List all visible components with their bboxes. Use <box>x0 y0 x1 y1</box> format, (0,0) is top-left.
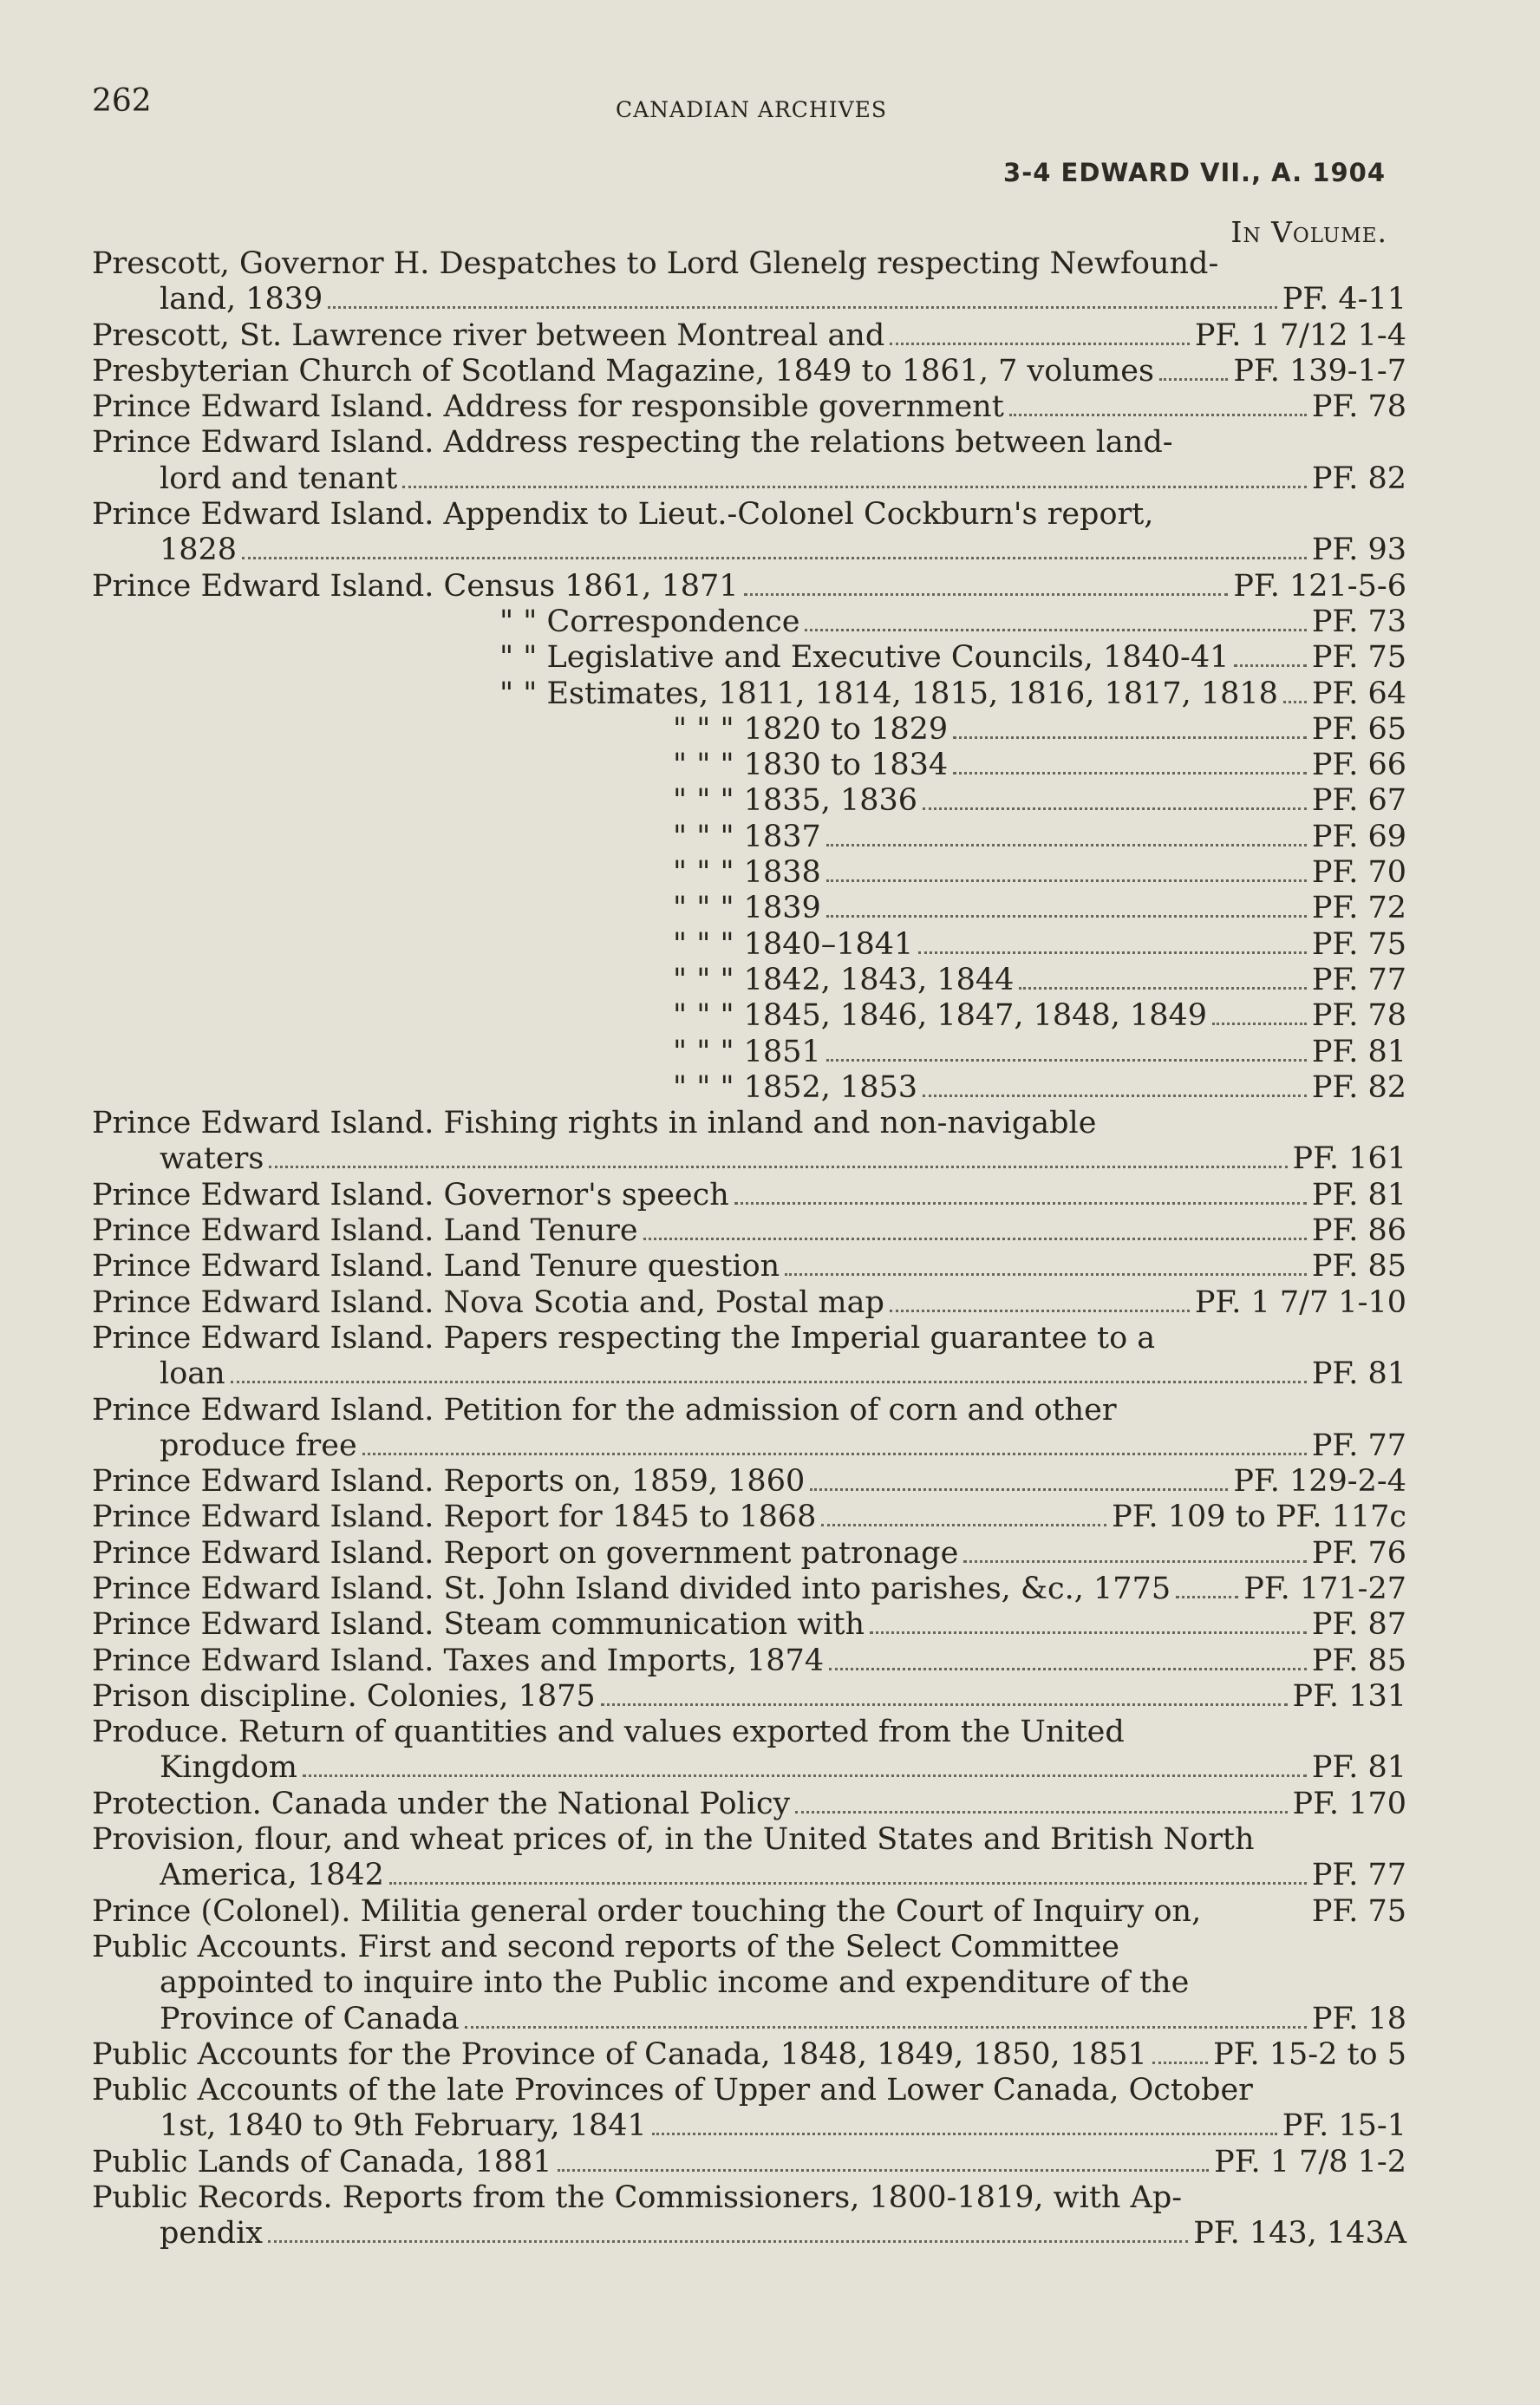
leader-dots <box>268 2240 1188 2243</box>
index-entry <box>92 1715 1406 1787</box>
entry-line <box>92 1178 1406 1213</box>
entry-text: Public Accounts for the Province of Canada, 1848, 1849, 1850, 1851 <box>92 2036 1147 2072</box>
entry-line <box>92 891 1406 926</box>
volume-reference: PF. 15-2 to 5 <box>1213 2036 1406 2072</box>
leader-dots <box>826 844 1307 846</box>
volume-reference: PF. 77 <box>1311 1428 1406 1463</box>
index-entry <box>92 1321 1406 1393</box>
index-entry <box>92 1536 1406 1572</box>
entry-text: " " " 1845, 1846, 1847, 1848, 1849 <box>673 998 1208 1034</box>
leader-dots <box>1009 414 1307 416</box>
entry-line <box>92 1321 1406 1356</box>
entry-text: Prince Edward Island. Taxes and Imports, 1874 <box>92 1643 825 1678</box>
entry-text: waters <box>160 1141 264 1177</box>
entry-line <box>92 354 1406 389</box>
entry-text: Prince Edward Island. Census 1861, 1871 <box>92 568 739 604</box>
index-entry <box>92 2145 1406 2180</box>
entry-line <box>92 1393 1406 1428</box>
leader-dots <box>805 629 1306 631</box>
index-entry <box>92 1178 1406 1213</box>
leader-dots <box>734 1202 1307 1205</box>
entry-text: Prince Edward Island. Steam communication with <box>92 1607 865 1643</box>
volume-reference: PF. 70 <box>1311 855 1406 891</box>
entry-text: " " " 1852, 1853 <box>673 1069 918 1105</box>
column-heading: In Volume. <box>1230 215 1387 249</box>
leader-dots <box>795 1811 1287 1814</box>
index-entry <box>92 748 1406 783</box>
entry-text: Prescott, St. Lawrence river between Montreal and <box>92 317 885 353</box>
volume-reference: PF. 93 <box>1311 533 1406 568</box>
volume-reference: PF. 85 <box>1311 1249 1406 1284</box>
entry-line <box>92 783 1406 819</box>
page-number: 262 <box>92 83 152 119</box>
entry-line <box>92 1213 1406 1249</box>
volume-reference: PF. 1 7/8 1-2 <box>1214 2144 1406 2180</box>
volume-reference: PF. 75 <box>1311 926 1406 962</box>
entry-text: Prince Edward Island. Land Tenure <box>92 1213 638 1249</box>
entry-text: Prince Edward Island. St. John Island divided into parishes, &c., 1775 <box>92 1571 1171 1606</box>
leader-dots <box>890 343 1190 345</box>
entry-line <box>92 2216 1406 2251</box>
entry-line <box>92 1070 1406 1106</box>
index-entry <box>92 354 1406 389</box>
volume-reference: PF. 170 <box>1292 1786 1406 1821</box>
entry-line <box>92 1607 1406 1643</box>
index-entry <box>92 1822 1406 1894</box>
entry-text: " " Correspondence <box>499 604 800 639</box>
entry-text: Prince (Colonel). Militia general order touching the Court of Inquiry on, <box>92 1893 1202 1929</box>
leader-dots <box>652 2133 1277 2135</box>
index-entry <box>92 1106 1406 1178</box>
running-head: CANADIAN ARCHIVES <box>616 97 888 122</box>
volume-reference: PF. 75 <box>1311 640 1406 676</box>
entry-text: " " " 1835, 1836 <box>673 783 918 819</box>
entry-line <box>92 963 1406 998</box>
index-entry <box>92 497 1406 569</box>
leader-dots <box>890 1310 1190 1312</box>
index-entry <box>92 1572 1406 1607</box>
leader-dots <box>963 1560 1307 1563</box>
entry-text: Prince Edward Island. Papers respecting the Imperial guarantee to a <box>92 1320 1156 1356</box>
index-entry <box>92 640 1406 676</box>
volume-reference: PF. 87 <box>1311 1607 1406 1643</box>
entry-line <box>92 1249 1406 1284</box>
entry-line <box>92 2037 1406 2073</box>
session-heading: 3-4 EDWARD VII., A. 1904 <box>1003 158 1386 187</box>
entry-text: Prince Edward Island. Report on government patronage <box>92 1535 959 1571</box>
leader-dots <box>601 1703 1288 1706</box>
entry-line <box>92 282 1406 317</box>
leader-dots <box>362 1453 1307 1455</box>
leader-dots <box>744 593 1229 596</box>
entry-line <box>92 855 1406 891</box>
entry-line <box>92 318 1406 354</box>
volume-reference: PF. 143, 143A <box>1193 2216 1406 2251</box>
entry-line <box>92 712 1406 748</box>
volume-reference: PF. 18 <box>1311 2001 1406 2036</box>
volume-reference: PF. 4-11 <box>1282 282 1406 317</box>
volume-reference: PF. 109 to PF. 117c <box>1112 1500 1406 1535</box>
leader-dots <box>1234 664 1306 667</box>
leader-dots <box>829 1668 1307 1670</box>
leader-dots <box>303 1774 1307 1777</box>
index-entry <box>92 605 1406 640</box>
leader-dots <box>402 486 1307 488</box>
entry-line <box>92 461 1406 497</box>
entry-text: Prince Edward Island. Report for 1845 to 1868 <box>92 1500 817 1535</box>
entry-line <box>92 1106 1406 1141</box>
volume-reference: PF. 161 <box>1292 1141 1406 1177</box>
entry-line <box>92 1500 1406 1535</box>
leader-dots <box>821 1524 1106 1526</box>
entry-line <box>92 2180 1406 2216</box>
entry-line <box>92 1787 1406 1822</box>
index-entry <box>92 425 1406 497</box>
leader-dots <box>826 1059 1307 1062</box>
volume-reference: PF. 76 <box>1311 1535 1406 1571</box>
entry-line <box>92 748 1406 783</box>
index-entries <box>92 246 1406 2252</box>
volume-reference: PF. 81 <box>1311 1356 1406 1392</box>
entry-line <box>92 2145 1406 2180</box>
index-entry <box>92 1035 1406 1070</box>
volume-reference: PF. 69 <box>1311 819 1406 854</box>
volume-reference: PF. 1 7/12 1-4 <box>1194 317 1406 353</box>
index-entry <box>92 1500 1406 1535</box>
volume-reference: PF. 78 <box>1311 389 1406 425</box>
entry-text: appointed to inquire into the Public income and expenditure of the <box>160 1965 1190 2001</box>
volume-reference: PF. 77 <box>1311 1858 1406 1893</box>
leader-dots <box>826 879 1307 882</box>
volume-reference: PF. 86 <box>1311 1213 1406 1249</box>
entry-text: Public Accounts of the late Provinces of Upper and Lower Canada, October <box>92 2073 1253 2108</box>
entry-text: Produce. Return of quantities and values exported from the United <box>92 1715 1125 1750</box>
entry-line <box>92 1285 1406 1321</box>
entry-line <box>92 246 1406 282</box>
entry-text: Provision, flour, and wheat prices of, in the United States and British North <box>92 1822 1255 1858</box>
entry-text: Prince Edward Island. Nova Scotia and, Postal map <box>92 1284 884 1320</box>
entry-line <box>92 1750 1406 1786</box>
volume-reference: PF. 78 <box>1311 998 1406 1034</box>
entry-line <box>92 425 1406 461</box>
index-entry <box>92 676 1406 712</box>
leader-dots <box>826 915 1307 918</box>
leader-dots <box>242 557 1307 559</box>
index-entry <box>92 1787 1406 1822</box>
leader-dots <box>231 1381 1307 1383</box>
volume-reference: PF. 139-1-7 <box>1233 353 1406 389</box>
volume-reference: PF. 131 <box>1292 1678 1406 1714</box>
leader-dots <box>923 1095 1307 1097</box>
volume-reference: PF. 85 <box>1311 1643 1406 1678</box>
volume-reference: PF. 64 <box>1311 676 1406 711</box>
leader-dots <box>465 2026 1307 2029</box>
entry-line <box>92 1822 1406 1858</box>
volume-reference: PF. 82 <box>1311 461 1406 496</box>
entry-line <box>92 1141 1406 1177</box>
entry-line <box>92 2108 1406 2144</box>
volume-reference: PF. 129-2-4 <box>1233 1464 1406 1500</box>
volume-reference: PF. 81 <box>1311 1177 1406 1212</box>
entry-text: land, 1839 <box>160 282 323 317</box>
entry-text: Prince Edward Island. Governor's speech <box>92 1177 729 1212</box>
entry-text: produce free <box>160 1428 357 1463</box>
entry-line <box>92 2002 1406 2037</box>
leader-dots <box>269 1166 1287 1168</box>
index-entry <box>92 2037 1406 2073</box>
leader-dots <box>923 807 1307 810</box>
index-entry <box>92 712 1406 748</box>
volume-reference: PF. 75 <box>1311 1893 1406 1929</box>
entry-text: " " " 1837 <box>673 819 821 854</box>
leader-dots <box>1212 1023 1307 1025</box>
entry-text: Prince Edward Island. Reports on, 1859, 1860 <box>92 1464 806 1500</box>
entry-line <box>92 605 1406 640</box>
entry-text: Presbyterian Church of Scotland Magazine, 1849 to 1861, 7 volumes <box>92 353 1154 389</box>
entry-text: Prince Edward Island. Address respecting the relations between land- <box>92 425 1173 461</box>
index-entry <box>92 1607 1406 1643</box>
entry-text: Prince Edward Island. Fishing rights in inland and non-navigable <box>92 1106 1097 1141</box>
entry-line <box>92 1356 1406 1392</box>
entry-line <box>92 1715 1406 1750</box>
index-entry <box>92 1930 1406 2037</box>
index-entry <box>92 1644 1406 1679</box>
entry-line <box>92 1464 1406 1500</box>
entry-text: 1st, 1840 to 9th February, 1841 <box>160 2108 647 2144</box>
volume-reference: PF. 1 7/7 1-10 <box>1194 1284 1406 1320</box>
entry-line <box>92 1894 1406 1930</box>
entry-line <box>92 1644 1406 1679</box>
entry-line <box>92 1572 1406 1607</box>
entry-line <box>92 998 1406 1034</box>
entry-line <box>92 1035 1406 1070</box>
leader-dots <box>1019 987 1306 990</box>
entry-text: lord and tenant <box>160 461 398 496</box>
volume-reference: PF. 121-5-6 <box>1233 568 1406 604</box>
entry-line <box>92 1965 1406 2001</box>
entry-line <box>92 1858 1406 1893</box>
volume-reference: PF. 66 <box>1311 748 1406 783</box>
index-entry <box>92 569 1406 605</box>
leader-dots <box>389 1882 1307 1885</box>
entry-line <box>92 640 1406 676</box>
entry-text: Prince Edward Island. Address for responsible government <box>92 389 1004 425</box>
leader-dots <box>1152 2062 1208 2064</box>
leader-dots <box>918 951 1307 954</box>
entry-line <box>92 533 1406 568</box>
index-entry <box>92 1213 1406 1249</box>
entry-text: Prince Edward Island. Petition for the admission of corn and other <box>92 1392 1117 1428</box>
index-entry <box>92 318 1406 354</box>
entry-text: Protection. Canada under the National Policy <box>92 1786 791 1821</box>
entry-line <box>92 820 1406 855</box>
volume-reference: PF. 171-27 <box>1243 1571 1406 1606</box>
entry-text: " " " 1838 <box>673 855 821 891</box>
volume-reference: PF. 72 <box>1311 891 1406 926</box>
entry-text: " " " 1839 <box>673 891 821 926</box>
entry-line <box>92 2073 1406 2108</box>
entry-line <box>92 497 1406 533</box>
entry-text: Prison discipline. Colonies, 1875 <box>92 1678 596 1714</box>
leader-dots <box>558 2169 1210 2172</box>
entry-text: Kingdom <box>160 1750 297 1786</box>
entry-text: America, 1842 <box>160 1858 384 1893</box>
volume-reference: PF. 65 <box>1311 711 1406 747</box>
index-entry <box>92 2180 1406 2252</box>
entry-text: " " " 1842, 1843, 1844 <box>673 962 1015 997</box>
entry-text: " " " 1851 <box>673 1034 821 1069</box>
index-entry <box>92 820 1406 855</box>
index-entry <box>92 1393 1406 1465</box>
entry-line <box>92 927 1406 963</box>
volume-reference: PF. 81 <box>1311 1034 1406 1069</box>
entry-line <box>92 389 1406 425</box>
index-entry <box>92 998 1406 1034</box>
entry-text: Province of Canada <box>160 2001 460 2036</box>
entry-line <box>92 1428 1406 1464</box>
leader-dots <box>785 1273 1307 1276</box>
leader-dots <box>1283 701 1307 703</box>
leader-dots <box>953 772 1307 774</box>
index-entry <box>92 963 1406 998</box>
leader-dots <box>643 1238 1307 1240</box>
volume-reference: PF. 81 <box>1311 1750 1406 1786</box>
leader-dots <box>1159 378 1228 381</box>
entry-text: Prescott, Governor H. Despatches to Lord Glenelg respecting Newfound- <box>92 246 1219 281</box>
index-entry <box>92 855 1406 891</box>
entry-text: " " Estimates, 1811, 1814, 1815, 1816, 1817, 1818 <box>499 676 1278 711</box>
volume-reference: PF. 15-1 <box>1282 2108 1406 2144</box>
index-entry <box>92 1249 1406 1284</box>
entry-line <box>92 569 1406 605</box>
entry-text: " " " 1830 to 1834 <box>673 748 949 783</box>
entry-line <box>92 1679 1406 1715</box>
entry-text: " " Legislative and Executive Councils, 1840-41 <box>499 640 1230 676</box>
entry-text: 1828 <box>160 533 238 568</box>
entry-text: pendix <box>160 2216 263 2251</box>
volume-reference: PF. 67 <box>1311 783 1406 819</box>
entry-text: Public Records. Reports from the Commissioners, 1800-1819, with Ap- <box>92 2180 1183 2216</box>
index-entry <box>92 246 1406 318</box>
index-entry <box>92 891 1406 926</box>
entry-text: Prince Edward Island. Appendix to Lieut.-Colonel Cockburn's report, <box>92 497 1154 533</box>
leader-dots <box>1176 1596 1238 1598</box>
leader-dots <box>328 306 1276 309</box>
index-entry <box>92 783 1406 819</box>
volume-reference: PF. 77 <box>1311 962 1406 997</box>
entry-line <box>92 676 1406 712</box>
entry-line <box>92 1930 1406 1965</box>
index-entry <box>92 1070 1406 1106</box>
entry-text: " " " 1820 to 1829 <box>673 711 949 747</box>
entry-text: " " " 1840–1841 <box>673 926 914 962</box>
volume-reference: PF. 73 <box>1311 604 1406 639</box>
leader-dots <box>953 736 1307 739</box>
index-entry <box>92 2073 1406 2145</box>
leader-dots <box>870 1631 1307 1634</box>
index-entry <box>92 1464 1406 1500</box>
leader-dots <box>810 1488 1228 1491</box>
index-entry <box>92 1894 1406 1930</box>
entry-text: loan <box>160 1356 225 1392</box>
entry-text: Prince Edward Island. Land Tenure question <box>92 1249 780 1284</box>
entry-text: Public Lands of Canada, 1881 <box>92 2144 552 2180</box>
index-entry <box>92 1285 1406 1321</box>
index-entry <box>92 927 1406 963</box>
index-entry <box>92 1679 1406 1715</box>
entry-text: Public Accounts. First and second reports of the Select Committee <box>92 1929 1120 1964</box>
index-entry <box>92 389 1406 425</box>
entry-line <box>92 1536 1406 1572</box>
volume-reference: PF. 82 <box>1311 1069 1406 1105</box>
